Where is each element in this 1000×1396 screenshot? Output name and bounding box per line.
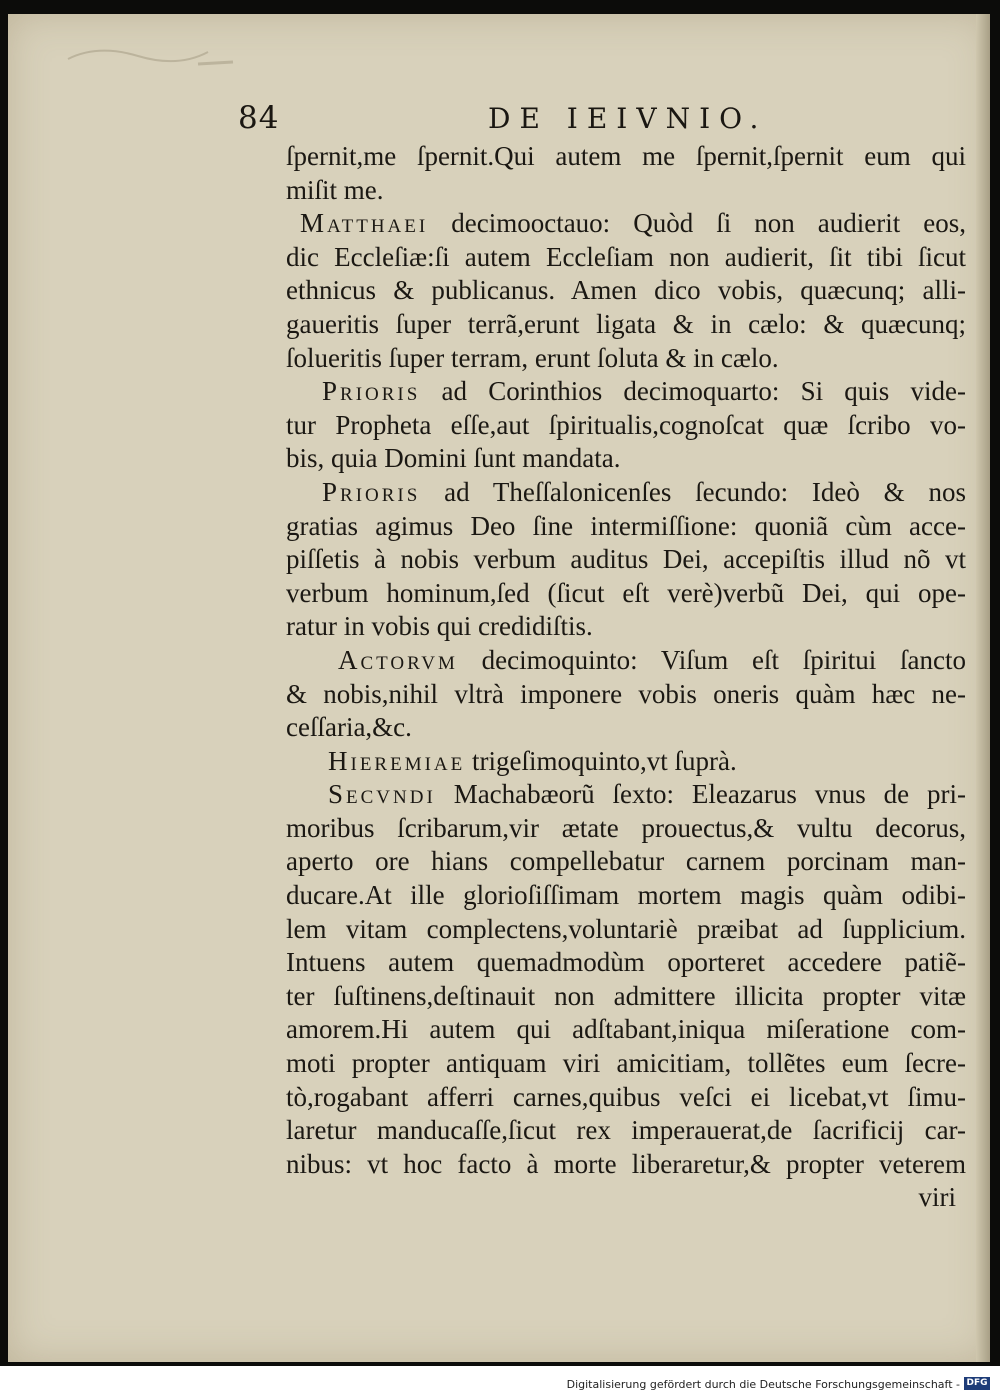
text-line	[286, 375, 966, 409]
text-line: moti propter antiquam viri amicitiam, tollẽtes eum ſecre-	[286, 1048, 966, 1079]
text-line: aperto ore hians compellebatur carnem porcinam man-	[286, 846, 966, 877]
text-line: amorem.Hi autem qui adſtabant,iniqua miſeratione com-	[286, 1014, 966, 1045]
body-text	[286, 140, 966, 1215]
text-line: ceſſaria,&c.	[286, 712, 412, 743]
ink-stain-decoration	[58, 34, 258, 74]
text-line: lem vitam complectens,voluntariè præibat ad ſupplicium.	[286, 913, 966, 944]
section-heading-word: Matthaei	[300, 208, 429, 239]
section-heading-word: Secvndi	[328, 779, 436, 810]
text-line: ethnicus & publicanus. Amen dico vobis, quæcunq; alli-	[286, 275, 966, 306]
dfg-logo: DFG	[964, 1377, 990, 1390]
page-number: 84	[238, 100, 280, 136]
text-line: tur Propheta eſſe,aut ſpiritualis,cognoſcat quæ ſcribo vo-	[286, 409, 966, 440]
text-line: miſit me.	[286, 174, 384, 205]
text-line: ratur in vobis qui credidiſtis.	[286, 611, 593, 642]
line-text: decimooctauo: Quòd ſi non audierit eos,	[428, 208, 966, 239]
text-line	[286, 778, 966, 812]
text-line: gratias agimus Deo ſine intermiſſione: quoniã cùm acce-	[286, 510, 966, 541]
section-heading-word: Prioris	[322, 376, 421, 407]
page-header	[238, 100, 778, 140]
line-text: Machabæorũ ſexto: Eleazarus vnus de pri-	[435, 779, 966, 810]
section-heading-word: Actorvm	[338, 644, 458, 675]
text-line	[286, 745, 966, 779]
section-heading-word: Prioris	[322, 476, 421, 507]
text-line	[286, 207, 966, 241]
line-text: decimoquinto: Viſum eſt ſpiritui ſancto	[457, 644, 966, 675]
line-text: ad Theſſalonicenſes ſecundo: Ideò & nos	[420, 476, 966, 507]
text-line: dic Eccleſiæ:ſi autem Eccleſiam non audierit, ſit tibi ſicut	[286, 241, 966, 272]
running-head: DE IEIVNIO.	[488, 102, 768, 135]
text-line: viri	[918, 1182, 956, 1213]
section-heading-word: Hieremiae	[328, 745, 466, 776]
text-line: ter ſuſtinens,deſtinauit non admittere illicita propter vitæ	[286, 980, 966, 1011]
footer-credit: Digitalisierung gefördert durch die Deutsche Forschungsgemeinschaft -	[566, 1378, 960, 1391]
text-line: gaueritis ſuper terrã,erunt ligata & in cælo: & quæcunq;	[286, 308, 966, 339]
page-edge	[976, 14, 990, 1362]
text-line	[286, 476, 966, 510]
text-line: piſſetis à nobis verbum auditus Dei, accepiſtis illud nõ vt	[286, 544, 966, 575]
footer-bar	[0, 1366, 1000, 1396]
text-line: ſpernit,me ſpernit.Qui autem me ſpernit,ſpernit eum qui	[286, 141, 966, 171]
text-line: ducare.At ille glorioſiſſimam mortem magis quàm odibi-	[286, 880, 966, 911]
text-line: nibus: vt hoc facto à morte liberaretur,& propter veterem	[286, 1148, 966, 1179]
text-line: laretur manducaſſe,ſicut rex imperauerat,de ſacrificij car-	[286, 1115, 966, 1146]
text-line: bis, quia Domini ſunt mandata.	[286, 443, 621, 474]
line-text: trigeſimoquinto,vt ſuprà.	[465, 745, 737, 776]
text-line	[286, 644, 966, 678]
text-line: & nobis,nihil vltrà imponere vobis oneris quàm hæc ne-	[286, 678, 966, 709]
text-line: ſolueritis ſuper terram, erunt ſoluta & in cælo.	[286, 342, 779, 373]
text-line: Intuens autem quemadmodùm oporteret accedere patiẽ-	[286, 947, 966, 978]
text-line: tò,rogabant afferri carnes,quibus veſci ei licebat,vt ſimu-	[286, 1081, 966, 1112]
text-line: verbum hominum,ſed (ſicut eſt verè)verbũ Dei, qui ope-	[286, 577, 966, 608]
line-text: ad Corinthios decimoquarto: Si quis vide-	[420, 376, 966, 407]
text-line: moribus ſcribarum,vir ætate prouectus,& vultu decorus,	[286, 812, 966, 843]
